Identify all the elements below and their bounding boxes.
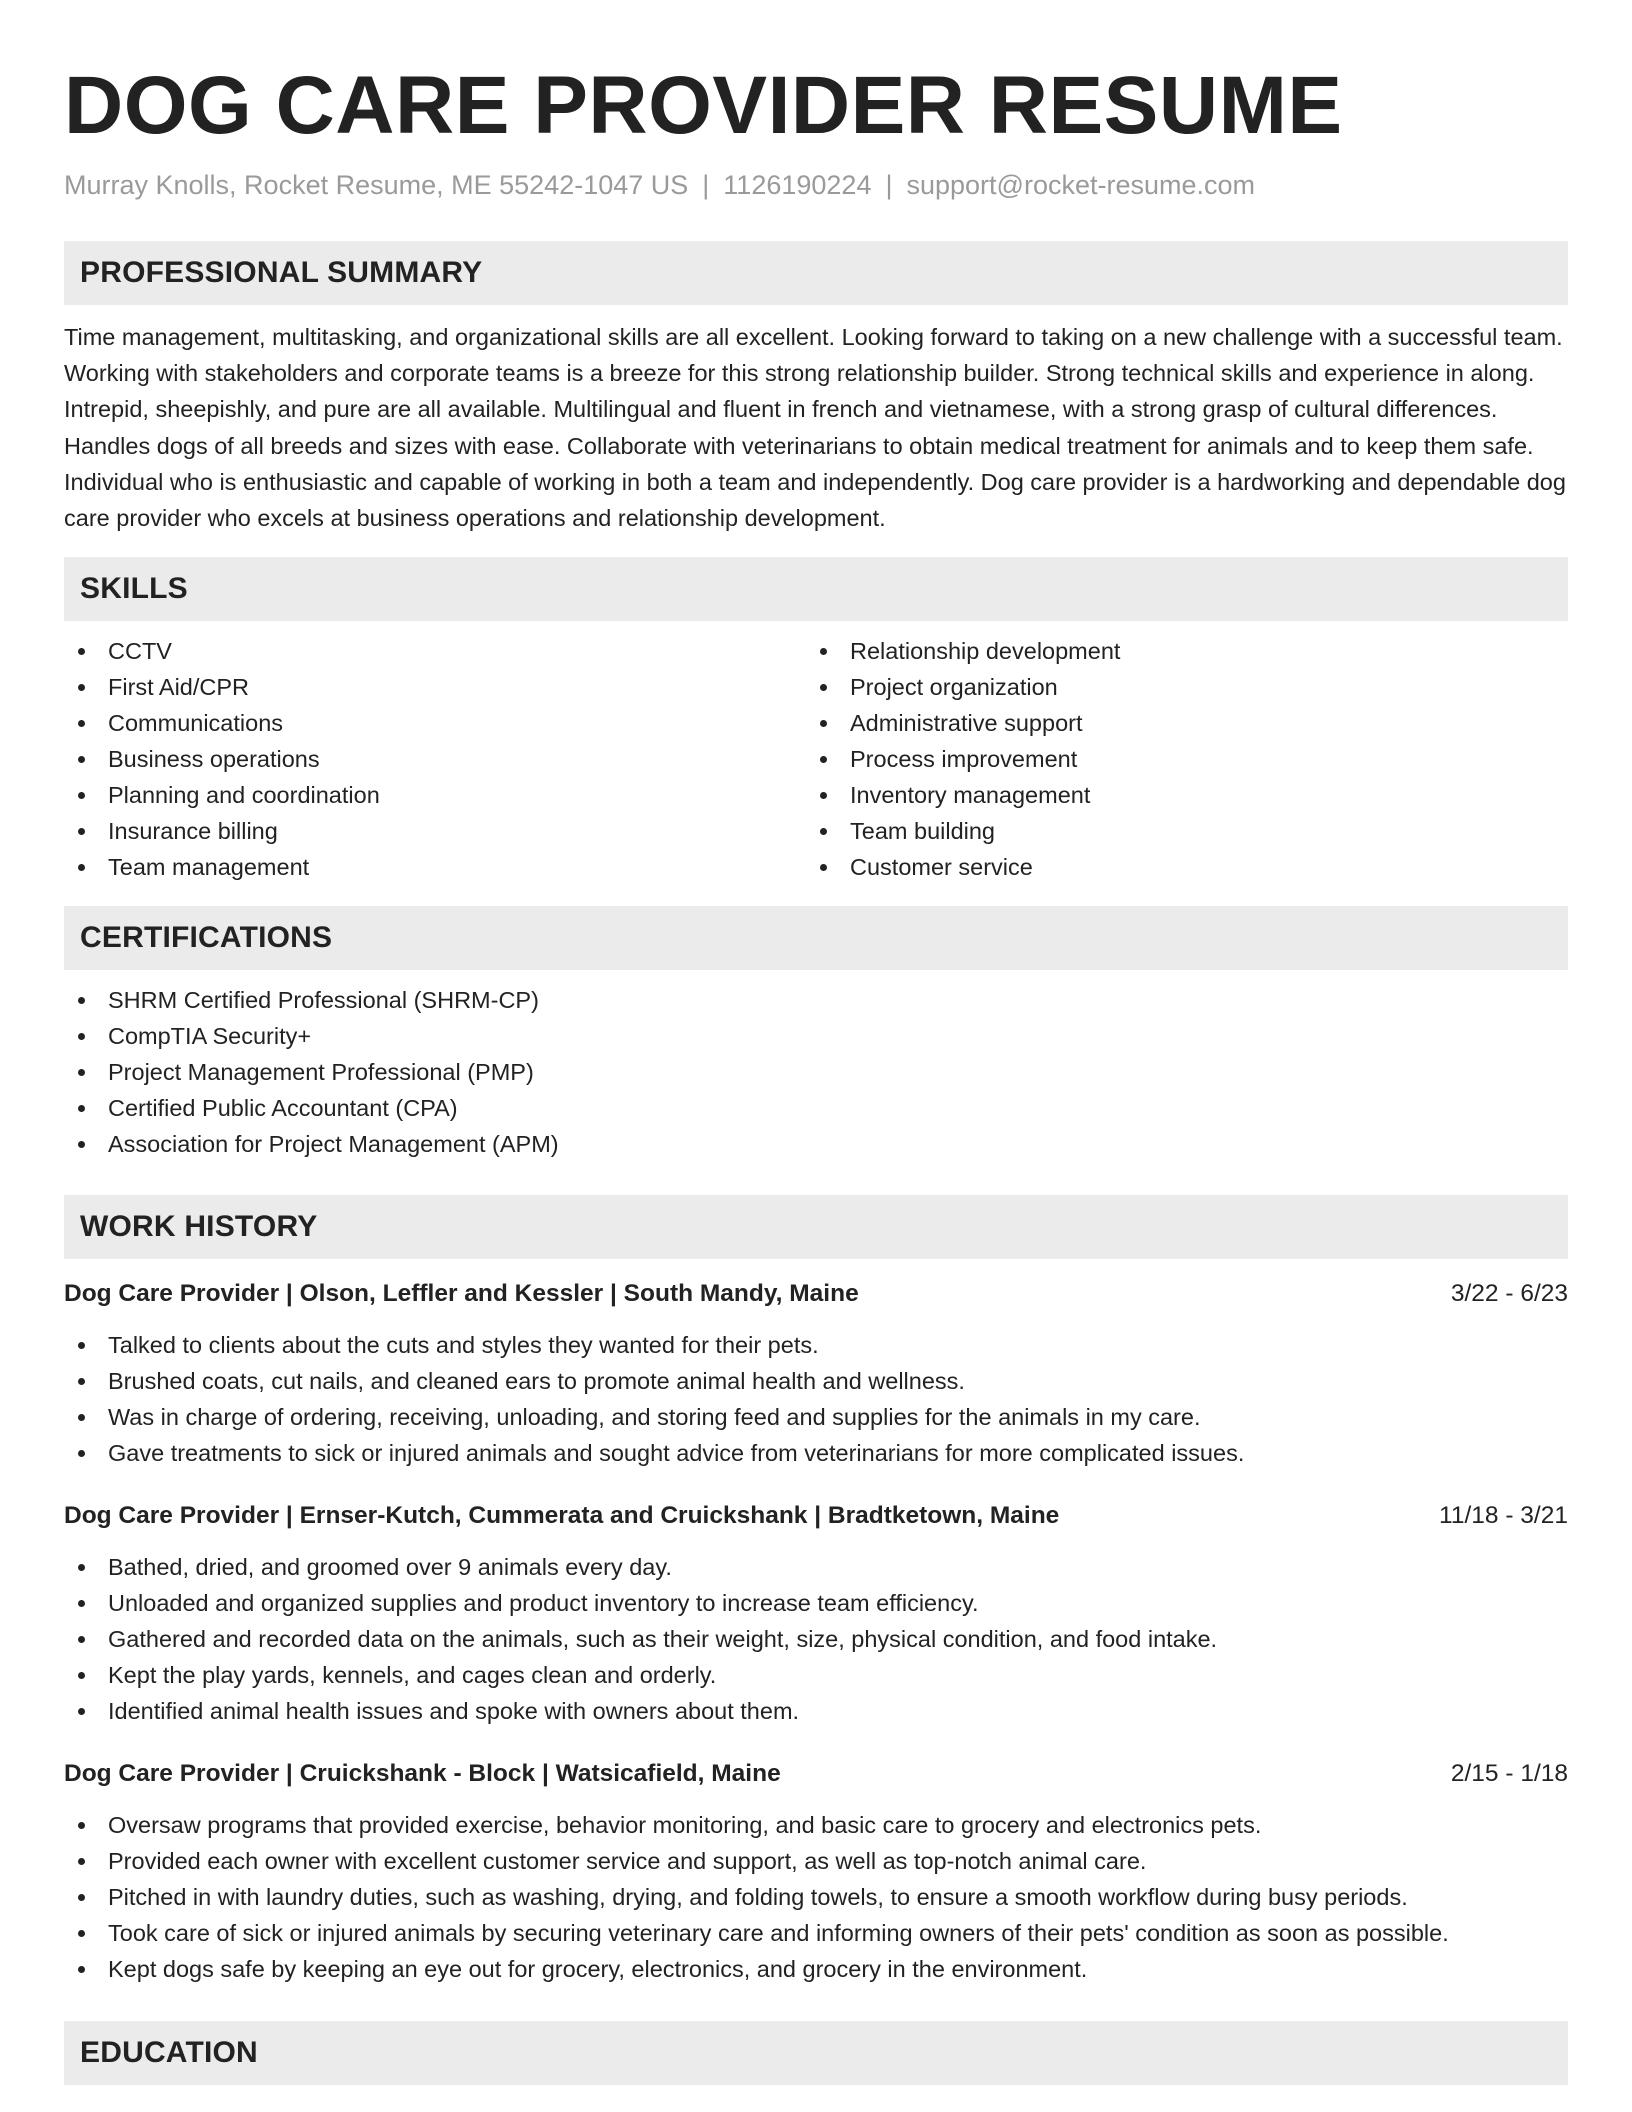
job-duties (64, 1807, 1568, 1987)
job-duty: Oversaw programs that provided exercise, behavior monitoring, and basic care to grocery and electronics pets. (64, 1807, 1568, 1843)
certification-item: Project Management Professional (PMP) (64, 1054, 1568, 1090)
job-duty: Gathered and recorded data on the animals, such as their weight, size, physical condition, and food intake. (64, 1621, 1568, 1657)
job-duty: Brushed coats, cut nails, and cleaned ears to promote animal health and wellness. (64, 1363, 1568, 1399)
certification-item: CompTIA Security+ (64, 1018, 1568, 1054)
job-duty: Identified animal health issues and spoke with owners about them. (64, 1693, 1568, 1729)
resume-page (64, 0, 1568, 2085)
education-section (64, 2021, 1568, 2085)
skill-item: Business operations (64, 741, 806, 777)
job-duty: Kept dogs safe by keeping an eye out for grocery, electronics, and grocery in the environment. (64, 1951, 1568, 1987)
skill-item: Communications (64, 705, 806, 741)
skill-item: Insurance billing (64, 813, 806, 849)
resume-title: DOG CARE PROVIDER RESUME (64, 60, 1343, 151)
work-history-heading: WORK HISTORY (64, 1195, 1568, 1259)
skills-section (64, 557, 1568, 885)
work-history-section (64, 1195, 1568, 1987)
certifications-list (64, 982, 1568, 1162)
education-heading: EDUCATION (64, 2021, 1568, 2085)
skills-heading: SKILLS (64, 557, 1568, 621)
skill-item: First Aid/CPR (64, 669, 806, 705)
job-duty: Pitched in with laundry duties, such as washing, drying, and folding towels, to ensure a smooth workflow during busy periods. (64, 1879, 1568, 1915)
contact-email: support@rocket-resume.com (906, 170, 1256, 200)
job-duty: Unloaded and organized supplies and product inventory to increase team efficiency. (64, 1585, 1568, 1621)
skill-item: Team management (64, 849, 806, 885)
skills-list-left (64, 633, 806, 885)
job-duty: Took care of sick or injured animals by securing veterinary care and informing owners of their pets' condition as soon as possible. (64, 1915, 1568, 1951)
job-header (64, 1276, 1568, 1312)
job-duty: Was in charge of ordering, receiving, unloading, and storing feed and supplies for the animals in my care. (64, 1399, 1568, 1435)
job-header (64, 1498, 1568, 1534)
skill-item: Planning and coordination (64, 777, 806, 813)
job-dates: 11/18 - 3/21 (1439, 1502, 1568, 1530)
job-duty: Bathed, dried, and groomed over 9 animals every day. (64, 1549, 1568, 1585)
job-title: Dog Care Provider | Olson, Leffler and Kessler | South Mandy, Maine (64, 1280, 859, 1308)
contact-separator: | (885, 170, 893, 200)
summary-heading: PROFESSIONAL SUMMARY (64, 241, 1568, 305)
job-dates: 2/15 - 1/18 (1450, 1760, 1568, 1788)
skill-item: CCTV (64, 633, 806, 669)
job-duties (64, 1327, 1568, 1471)
skill-item: Relationship development (806, 633, 1548, 669)
contact-separator: | (702, 170, 710, 200)
job-header (64, 1756, 1568, 1792)
certification-item: Association for Project Management (APM) (64, 1126, 1568, 1162)
certification-item: SHRM Certified Professional (SHRM-CP) (64, 982, 1568, 1018)
skill-item: Administrative support (806, 705, 1548, 741)
certifications-section (64, 906, 1568, 1162)
skills-list-right (806, 633, 1548, 885)
job-duties (64, 1549, 1568, 1729)
certification-item: Certified Public Accountant (CPA) (64, 1090, 1568, 1126)
job-entry (64, 1756, 1568, 1987)
skill-item: Team building (806, 813, 1548, 849)
job-entry (64, 1498, 1568, 1729)
summary-section (64, 241, 1568, 536)
skill-item: Customer service (806, 849, 1548, 885)
certifications-heading: CERTIFICATIONS (64, 906, 1568, 970)
job-duty: Gave treatments to sick or injured animals and sought advice from veterinarians for more complicated issues. (64, 1435, 1568, 1471)
job-entry (64, 1276, 1568, 1471)
contact-phone: 1126190224 (723, 170, 872, 200)
job-duty: Kept the play yards, kennels, and cages clean and orderly. (64, 1657, 1568, 1693)
job-duty: Talked to clients about the cuts and styles they wanted for their pets. (64, 1327, 1568, 1363)
job-title: Dog Care Provider | Cruickshank - Block | Watsicafield, Maine (64, 1760, 781, 1788)
skill-item: Project organization (806, 669, 1548, 705)
summary-text: Time management, multitasking, and organizational skills are all excellent. Looking forward to taking on a new challenge with a successful team. Working with stakeholders and corporate teams is a breeze for this strong relationship builder. Strong technical skills and experience in along. Intrepid, sheepishly, and pure are all available. Multilingual and fluent in french and vietnamese, with a strong grasp of cultural differences. Handles dogs of all breeds and sizes with ease. Collaborate with veterinarians to obtain medical treatment for animals and to keep them safe. Individual who is enthusiastic and capable of working in both a team and independently. Dog care provider is a hardworking and dependable dog care provider who excels at business operations and relationship development. (64, 324, 1566, 532)
job-duty: Provided each owner with excellent customer service and support, as well as top-notch animal care. (64, 1843, 1568, 1879)
job-dates: 3/22 - 6/23 (1450, 1280, 1568, 1308)
contact-line (64, 168, 1568, 202)
contact-address: Murray Knolls, Rocket Resume, ME 55242-1047 US (64, 170, 689, 200)
skill-item: Process improvement (806, 741, 1548, 777)
job-title: Dog Care Provider | Ernser-Kutch, Cummerata and Cruickshank | Bradtketown, Maine (64, 1502, 1060, 1530)
skills-grid (64, 633, 1568, 885)
skill-item: Inventory management (806, 777, 1548, 813)
